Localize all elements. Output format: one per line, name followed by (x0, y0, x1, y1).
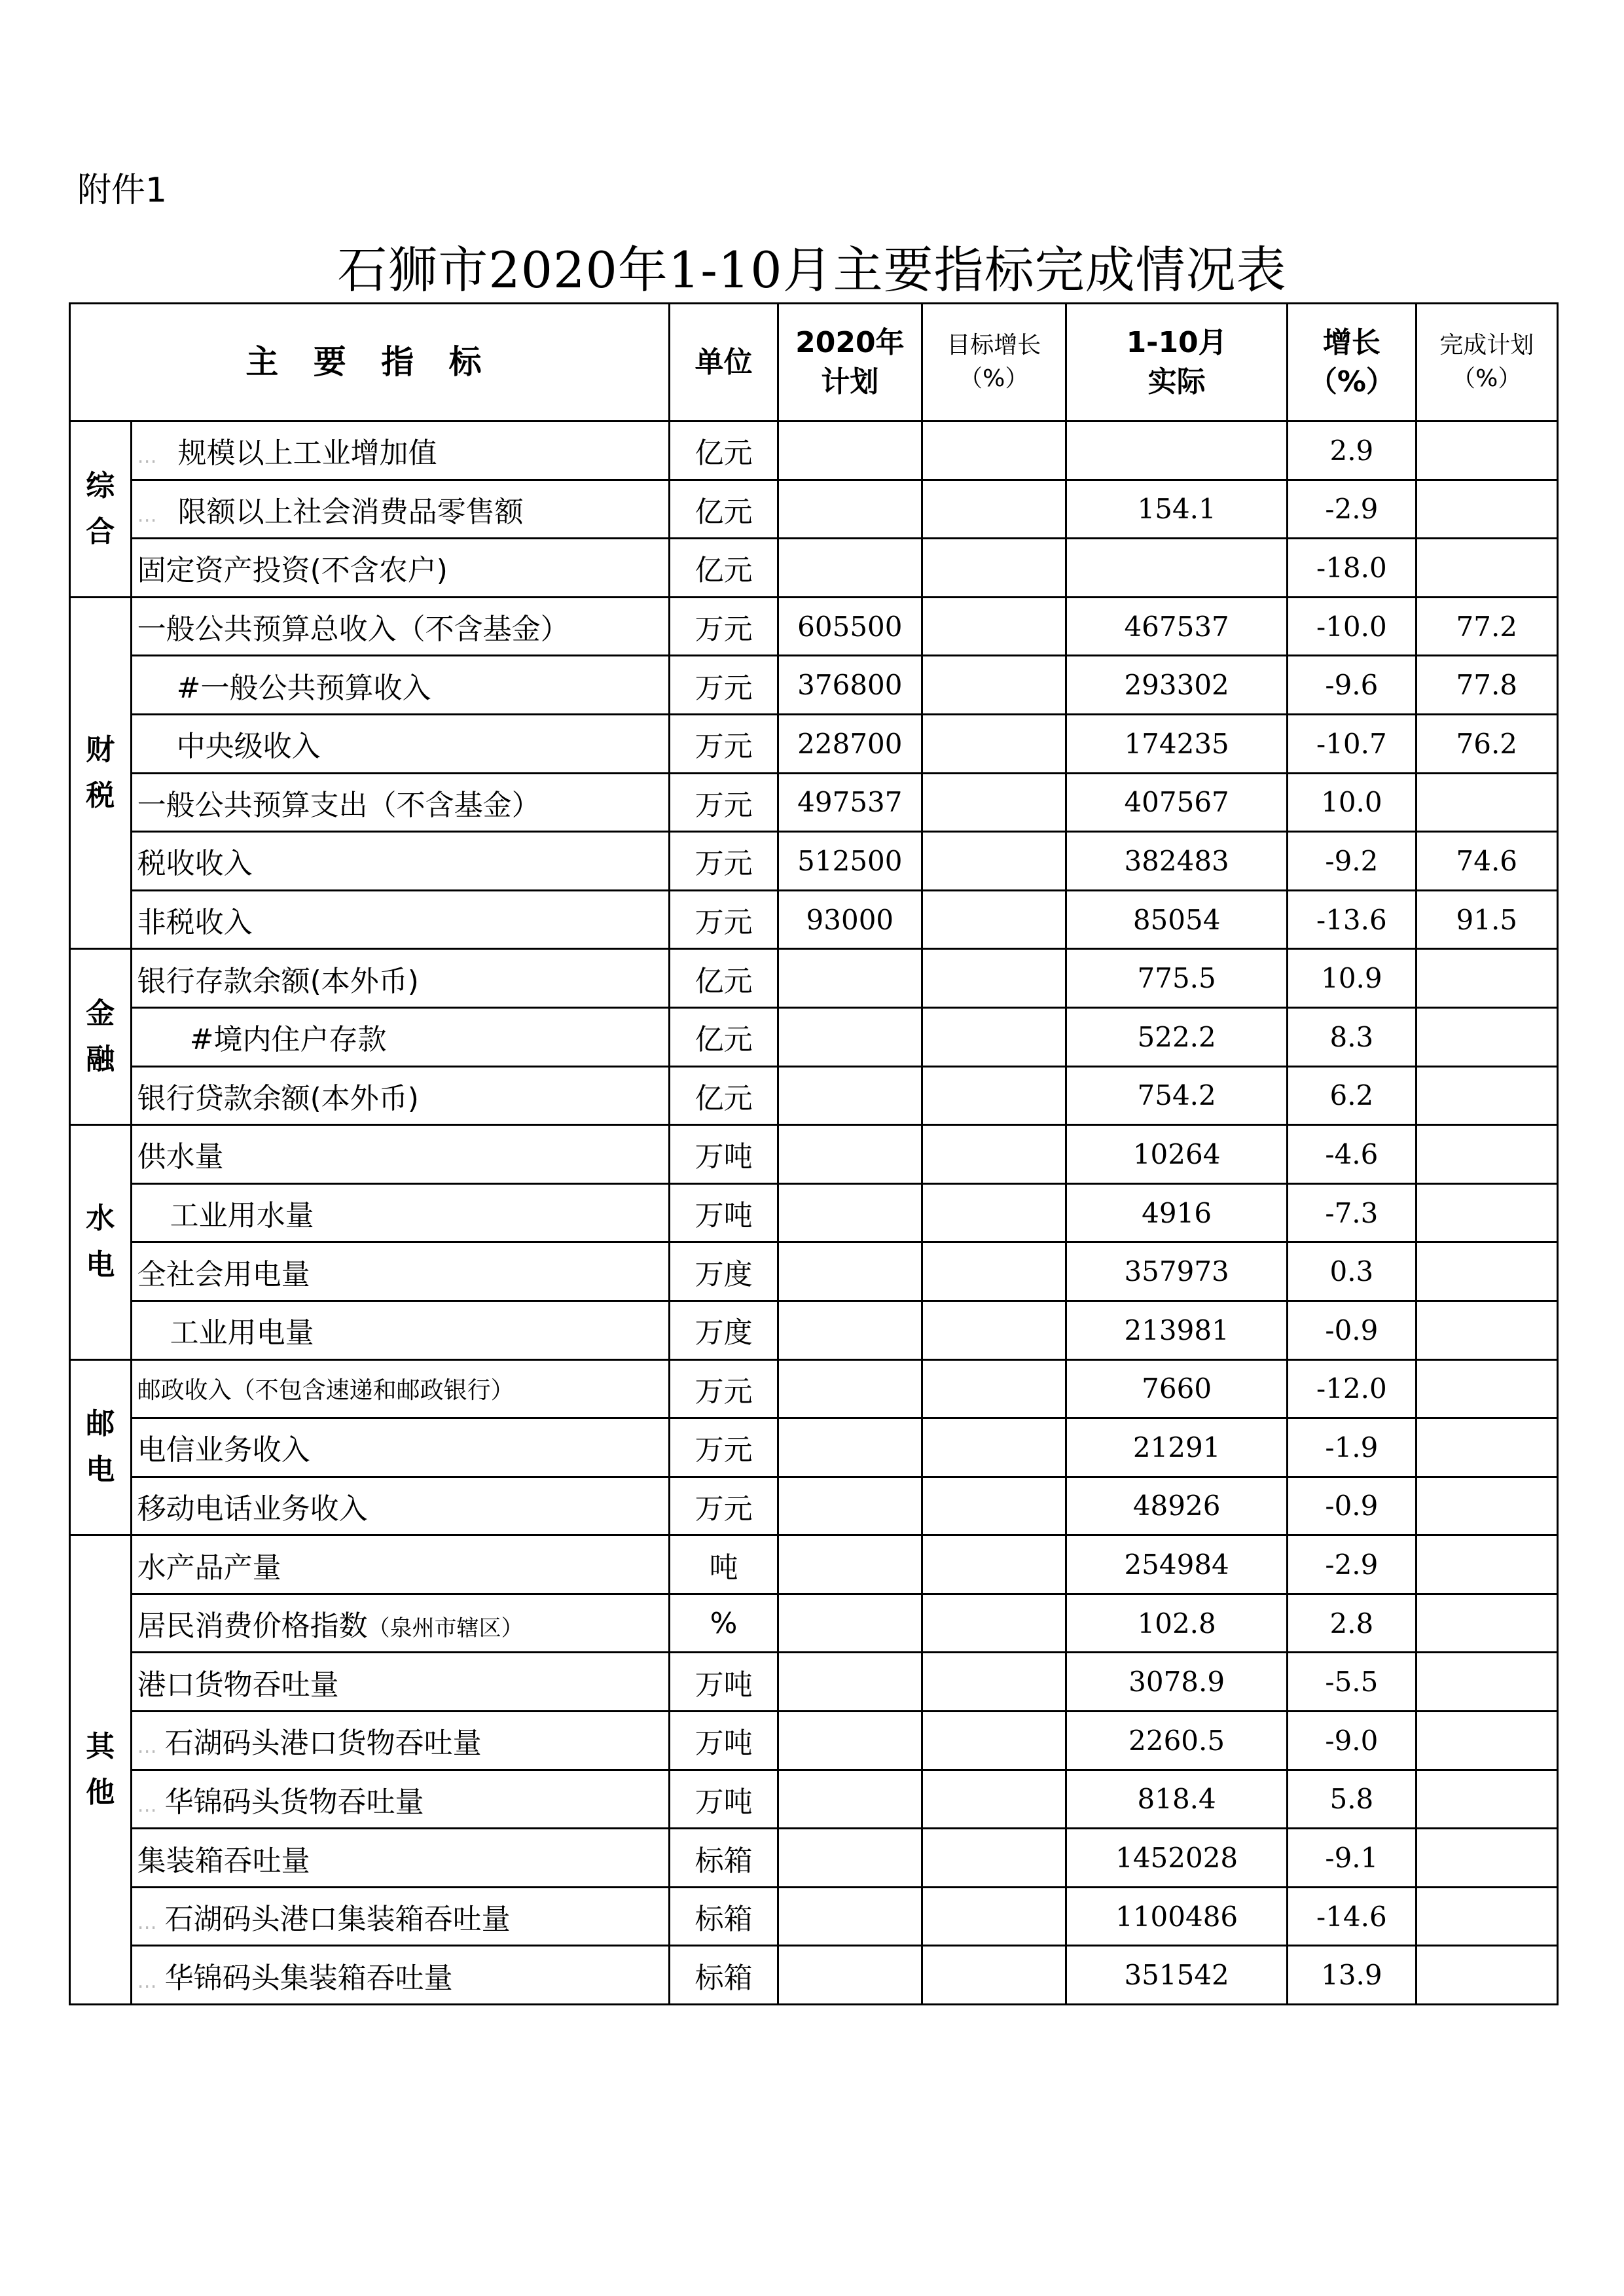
indicator-name-note: （泉州市辖区） (367, 1615, 524, 1642)
unit-cell: 万元 (670, 890, 778, 949)
plan-cell (778, 422, 922, 480)
indicator-name: 中央级收入 (176, 730, 321, 764)
plan-cell (778, 1359, 922, 1418)
indicator-name: 税收收入 (137, 847, 253, 881)
indicator-name: 银行贷款余额(本外币) (137, 1081, 419, 1115)
indicator-name-cell (131, 1125, 669, 1184)
table-row (70, 1477, 1558, 1535)
indicator-name-cell (131, 1712, 669, 1770)
header-growth-line2: （%） (1308, 365, 1395, 399)
plan-cell: 605500 (778, 597, 922, 656)
target-cell (922, 597, 1066, 656)
completion-cell (1416, 1007, 1557, 1066)
indicator-name-cell (131, 1007, 669, 1066)
target-cell (922, 1066, 1066, 1125)
header-actual-line1: 1-10月 (1126, 326, 1227, 360)
indent-dots: … (137, 445, 157, 469)
table-row (70, 1183, 1558, 1242)
table-row (70, 714, 1558, 773)
unit-cell: 万元 (670, 832, 778, 891)
indicator-name: 限额以上社会消费品零售额 (177, 495, 524, 529)
target-cell (922, 832, 1066, 891)
indicator-name-cell (131, 1477, 669, 1535)
indicator-name-cell (131, 539, 669, 598)
unit-cell: 标箱 (670, 1946, 778, 2005)
category-zonghe (70, 422, 132, 598)
table-row (70, 1829, 1558, 1888)
header-target (922, 304, 1066, 422)
plan-cell (778, 1594, 922, 1653)
actual-cell: 3078.9 (1066, 1653, 1288, 1712)
actual-cell: 522.2 (1066, 1007, 1288, 1066)
indicator-name: 华锦码头集装箱吞吐量 (164, 1961, 453, 1995)
completion-cell (1416, 1359, 1557, 1418)
target-cell (922, 1418, 1066, 1477)
growth-cell: 10.0 (1288, 773, 1416, 832)
growth-cell: -7.3 (1288, 1183, 1416, 1242)
category-label: 综合 (86, 469, 115, 548)
header-growth-line1: 增长 (1322, 326, 1380, 360)
unit-cell: % (670, 1594, 778, 1653)
growth-cell: -13.6 (1288, 890, 1416, 949)
target-cell (922, 1712, 1066, 1770)
table-row (70, 597, 1558, 656)
table-row (70, 1418, 1558, 1477)
indicator-name-cell (131, 422, 669, 480)
header-unit: 单位 (670, 304, 778, 422)
growth-cell: -9.2 (1288, 832, 1416, 891)
growth-cell: -0.9 (1288, 1300, 1416, 1359)
indicator-name-cell (131, 1770, 669, 1829)
plan-cell (778, 1770, 922, 1829)
unit-cell: 亿元 (670, 1066, 778, 1125)
plan-cell (778, 1125, 922, 1184)
indicator-name: #境内住户存款 (189, 1023, 387, 1057)
unit-cell: 亿元 (670, 539, 778, 598)
indicator-name: 工业用水量 (170, 1199, 314, 1233)
actual-cell: 351542 (1066, 1946, 1288, 2005)
actual-cell: 254984 (1066, 1535, 1288, 1594)
indicator-name: 石湖码头港口货物吞吐量 (164, 1727, 482, 1761)
plan-cell (778, 1829, 922, 1888)
target-cell (922, 1477, 1066, 1535)
indicator-name-cell (131, 949, 669, 1008)
plan-cell (778, 539, 922, 598)
target-cell (922, 714, 1066, 773)
indicator-name: 供水量 (137, 1140, 224, 1174)
unit-cell: 万元 (670, 1359, 778, 1418)
unit-cell: 万吨 (670, 1653, 778, 1712)
plan-cell (778, 1183, 922, 1242)
table-row (70, 480, 1558, 539)
completion-cell (1416, 773, 1557, 832)
unit-cell: 万元 (670, 714, 778, 773)
header-actual-line2: 实际 (1147, 365, 1206, 399)
growth-cell: 13.9 (1288, 1946, 1416, 2005)
header-target-line1: 目标增长 (947, 332, 1041, 359)
indent-dots: … (137, 1793, 157, 1817)
plan-cell (778, 1066, 922, 1125)
indicator-name-cell (131, 1887, 669, 1946)
indent-dots: … (137, 1969, 157, 1993)
indicator-name-cell (131, 1418, 669, 1477)
table-row (70, 1066, 1558, 1125)
target-cell (922, 1887, 1066, 1946)
actual-cell (1066, 539, 1288, 598)
actual-cell: 382483 (1066, 832, 1288, 891)
category-label: 金融 (86, 996, 115, 1077)
growth-cell: -14.6 (1288, 1887, 1416, 1946)
indicator-name: 全社会用电量 (137, 1257, 310, 1291)
target-cell (922, 1946, 1066, 2005)
unit-cell: 亿元 (670, 422, 778, 480)
table-row (70, 1887, 1558, 1946)
completion-cell (1416, 1242, 1557, 1301)
header-completion-line2: （%） (1452, 365, 1522, 392)
indicator-name: 银行存款余额(本外币) (137, 964, 419, 998)
plan-cell: 512500 (778, 832, 922, 891)
indicator-name: 固定资产投资(不含农户) (137, 554, 448, 588)
indicator-name-cell (131, 1300, 669, 1359)
completion-cell (1416, 539, 1557, 598)
unit-cell: 亿元 (670, 1007, 778, 1066)
actual-cell: 467537 (1066, 597, 1288, 656)
unit-cell: 吨 (670, 1535, 778, 1594)
plan-cell: 497537 (778, 773, 922, 832)
completion-cell (1416, 1300, 1557, 1359)
plan-cell (778, 1887, 922, 1946)
attachment-label: 附件1 (77, 171, 168, 210)
plan-cell (778, 1535, 922, 1594)
unit-cell: 万元 (670, 1477, 778, 1535)
completion-cell (1416, 1887, 1557, 1946)
category-label: 水电 (86, 1202, 115, 1282)
growth-cell: -10.0 (1288, 597, 1416, 656)
plan-cell (778, 949, 922, 1008)
target-cell (922, 1242, 1066, 1301)
target-cell (922, 1007, 1066, 1066)
indicator-name: 居民消费价格指数 (137, 1609, 368, 1643)
target-cell (922, 1535, 1066, 1594)
unit-cell: 标箱 (670, 1829, 778, 1888)
unit-cell: 万吨 (670, 1125, 778, 1184)
target-cell (922, 1359, 1066, 1418)
indicator-name: 一般公共预算总收入（不含基金） (137, 613, 569, 647)
growth-cell: 6.2 (1288, 1066, 1416, 1125)
category-label: 财税 (86, 732, 115, 813)
table-row (70, 1242, 1558, 1301)
header-row (70, 304, 1558, 422)
table-row (70, 1535, 1558, 1594)
actual-cell: 154.1 (1066, 480, 1288, 539)
unit-cell: 亿元 (670, 949, 778, 1008)
page-title: 石狮市2020年1-10月主要指标完成情况表 (337, 241, 1287, 299)
completion-cell (1416, 1712, 1557, 1770)
plan-cell (778, 1242, 922, 1301)
unit-cell: 亿元 (670, 480, 778, 539)
growth-cell: 10.9 (1288, 949, 1416, 1008)
indicator-name-cell (131, 1066, 669, 1125)
indicator-table (69, 302, 1559, 2005)
indicator-name-cell (131, 1829, 669, 1888)
indicator-name: 非税收入 (137, 906, 253, 940)
growth-cell: -9.0 (1288, 1712, 1416, 1770)
indicator-name: 集装箱吞吐量 (137, 1844, 310, 1878)
header-completion-line1: 完成计划 (1439, 332, 1534, 359)
unit-cell: 万吨 (670, 1712, 778, 1770)
table-row (70, 1594, 1558, 1653)
table-row (70, 656, 1558, 715)
target-cell (922, 539, 1066, 598)
indicator-name-cell (131, 773, 669, 832)
indicator-name: 邮政收入（不包含速递和邮政银行） (137, 1377, 514, 1405)
header-target-line2: （%） (959, 365, 1029, 392)
growth-cell: -2.9 (1288, 1535, 1416, 1594)
indent-dots: … (137, 1911, 157, 1935)
growth-cell: -0.9 (1288, 1477, 1416, 1535)
actual-cell: 818.4 (1066, 1770, 1288, 1829)
plan-cell (778, 1418, 922, 1477)
completion-cell (1416, 1477, 1557, 1535)
indicator-name-cell (131, 890, 669, 949)
category-shuidian (70, 1125, 132, 1359)
completion-cell: 77.2 (1416, 597, 1557, 656)
completion-cell (1416, 1066, 1557, 1125)
actual-cell: 21291 (1066, 1418, 1288, 1477)
completion-cell: 91.5 (1416, 890, 1557, 949)
growth-cell: -2.9 (1288, 480, 1416, 539)
indicator-name: 电信业务收入 (137, 1433, 310, 1467)
target-cell (922, 890, 1066, 949)
table-row (70, 949, 1558, 1008)
table-row (70, 1007, 1558, 1066)
plan-cell (778, 1653, 922, 1712)
completion-cell: 74.6 (1416, 832, 1557, 891)
actual-cell: 102.8 (1066, 1594, 1288, 1653)
plan-cell (778, 480, 922, 539)
growth-cell: -18.0 (1288, 539, 1416, 598)
indicator-name-cell (131, 1242, 669, 1301)
table-row (70, 1125, 1558, 1184)
table-row (70, 1300, 1558, 1359)
target-cell (922, 949, 1066, 1008)
indicator-name-cell (131, 1359, 669, 1418)
header-plan (778, 304, 922, 422)
table-row (70, 1712, 1558, 1770)
unit-cell: 万吨 (670, 1183, 778, 1242)
unit-cell: 万吨 (670, 1770, 778, 1829)
growth-cell: 8.3 (1288, 1007, 1416, 1066)
actual-cell: 174235 (1066, 714, 1288, 773)
growth-cell: 5.8 (1288, 1770, 1416, 1829)
completion-cell (1416, 1946, 1557, 2005)
actual-cell: 7660 (1066, 1359, 1288, 1418)
target-cell (922, 1300, 1066, 1359)
indicator-name: #一般公共预算收入 (176, 671, 431, 705)
target-cell (922, 1183, 1066, 1242)
target-cell (922, 773, 1066, 832)
growth-cell: 0.3 (1288, 1242, 1416, 1301)
table-row (70, 422, 1558, 480)
indicator-name: 一般公共预算支出（不含基金） (137, 788, 541, 822)
completion-cell (1416, 1770, 1557, 1829)
table-row (70, 1359, 1558, 1418)
completion-cell (1416, 1125, 1557, 1184)
indicator-name-cell (131, 1183, 669, 1242)
table-row (70, 773, 1558, 832)
indent-dots: … (137, 1735, 157, 1759)
completion-cell (1416, 422, 1557, 480)
header-plan-line1: 2020年 (795, 326, 905, 360)
category-youdian (70, 1359, 132, 1535)
completion-cell (1416, 1183, 1557, 1242)
completion-cell: 77.8 (1416, 656, 1557, 715)
table-body (70, 304, 1558, 2005)
category-label: 其他 (86, 1729, 115, 1810)
indicator-name: 工业用电量 (170, 1316, 314, 1350)
target-cell (922, 1594, 1066, 1653)
indicator-name: 石湖码头港口集装箱吞吐量 (164, 1903, 511, 1937)
actual-cell: 48926 (1066, 1477, 1288, 1535)
actual-cell: 4916 (1066, 1183, 1288, 1242)
indicator-name-cell (131, 480, 669, 539)
growth-cell: 2.8 (1288, 1594, 1416, 1653)
target-cell (922, 1125, 1066, 1184)
indicator-name-cell (131, 656, 669, 715)
actual-cell: 754.2 (1066, 1066, 1288, 1125)
actual-cell: 293302 (1066, 656, 1288, 715)
target-cell (922, 480, 1066, 539)
indicator-name-cell (131, 1946, 669, 2005)
actual-cell: 1452028 (1066, 1829, 1288, 1888)
indicator-name-cell (131, 1535, 669, 1594)
target-cell (922, 1653, 1066, 1712)
plan-cell (778, 1007, 922, 1066)
plan-cell: 228700 (778, 714, 922, 773)
growth-cell: -1.9 (1288, 1418, 1416, 1477)
completion-cell (1416, 1594, 1557, 1653)
table-row (70, 1770, 1558, 1829)
category-jinrong (70, 949, 132, 1125)
completion-cell (1416, 1829, 1557, 1888)
header-completion (1416, 304, 1557, 422)
actual-cell: 1100486 (1066, 1887, 1288, 1946)
indicator-name: 华锦码头货物吞吐量 (164, 1785, 424, 1819)
actual-cell: 2260.5 (1066, 1712, 1288, 1770)
growth-cell: -12.0 (1288, 1359, 1416, 1418)
table-row (70, 890, 1558, 949)
unit-cell: 万元 (670, 773, 778, 832)
table-row (70, 539, 1558, 598)
unit-cell: 万元 (670, 1418, 778, 1477)
unit-cell: 万元 (670, 656, 778, 715)
unit-cell: 万度 (670, 1300, 778, 1359)
indicator-name-cell (131, 1653, 669, 1712)
actual-cell: 85054 (1066, 890, 1288, 949)
actual-cell: 357973 (1066, 1242, 1288, 1301)
table-row (70, 1946, 1558, 2005)
category-label: 邮电 (86, 1407, 115, 1487)
completion-cell (1416, 1535, 1557, 1594)
completion-cell (1416, 1418, 1557, 1477)
actual-cell: 10264 (1066, 1125, 1288, 1184)
header-indicator: 主 要 指 标 (70, 304, 670, 422)
plan-cell: 93000 (778, 890, 922, 949)
target-cell (922, 422, 1066, 480)
growth-cell: -4.6 (1288, 1125, 1416, 1184)
target-cell (922, 656, 1066, 715)
indicator-name-cell (131, 832, 669, 891)
indent-dots: … (137, 503, 157, 527)
indicator-name: 港口货物吞吐量 (137, 1668, 339, 1702)
indicator-name-cell (131, 597, 669, 656)
growth-cell: -9.1 (1288, 1829, 1416, 1888)
completion-cell (1416, 1653, 1557, 1712)
completion-cell (1416, 949, 1557, 1008)
growth-cell: -10.7 (1288, 714, 1416, 773)
indicator-name: 水产品产量 (137, 1551, 281, 1585)
unit-cell: 万度 (670, 1242, 778, 1301)
target-cell (922, 1829, 1066, 1888)
growth-cell: -9.6 (1288, 656, 1416, 715)
category-caishui (70, 597, 132, 949)
table-row (70, 1653, 1558, 1712)
indicator-name: 规模以上工业增加值 (177, 437, 437, 471)
actual-cell (1066, 422, 1288, 480)
table-row (70, 832, 1558, 891)
indicator-name: 移动电话业务收入 (137, 1492, 368, 1526)
unit-cell: 万元 (670, 597, 778, 656)
plan-cell (778, 1477, 922, 1535)
header-growth (1288, 304, 1416, 422)
actual-cell: 775.5 (1066, 949, 1288, 1008)
header-plan-line2: 计划 (821, 365, 879, 399)
plan-cell (778, 1946, 922, 2005)
unit-cell: 标箱 (670, 1887, 778, 1946)
plan-cell: 376800 (778, 656, 922, 715)
actual-cell: 407567 (1066, 773, 1288, 832)
indicator-name-cell (131, 1594, 669, 1653)
completion-cell (1416, 480, 1557, 539)
growth-cell: 2.9 (1288, 422, 1416, 480)
target-cell (922, 1770, 1066, 1829)
plan-cell (778, 1300, 922, 1359)
category-qita (70, 1535, 132, 2005)
indicator-name-cell (131, 714, 669, 773)
actual-cell: 213981 (1066, 1300, 1288, 1359)
growth-cell: -5.5 (1288, 1653, 1416, 1712)
completion-cell: 76.2 (1416, 714, 1557, 773)
header-actual (1066, 304, 1288, 422)
plan-cell (778, 1712, 922, 1770)
